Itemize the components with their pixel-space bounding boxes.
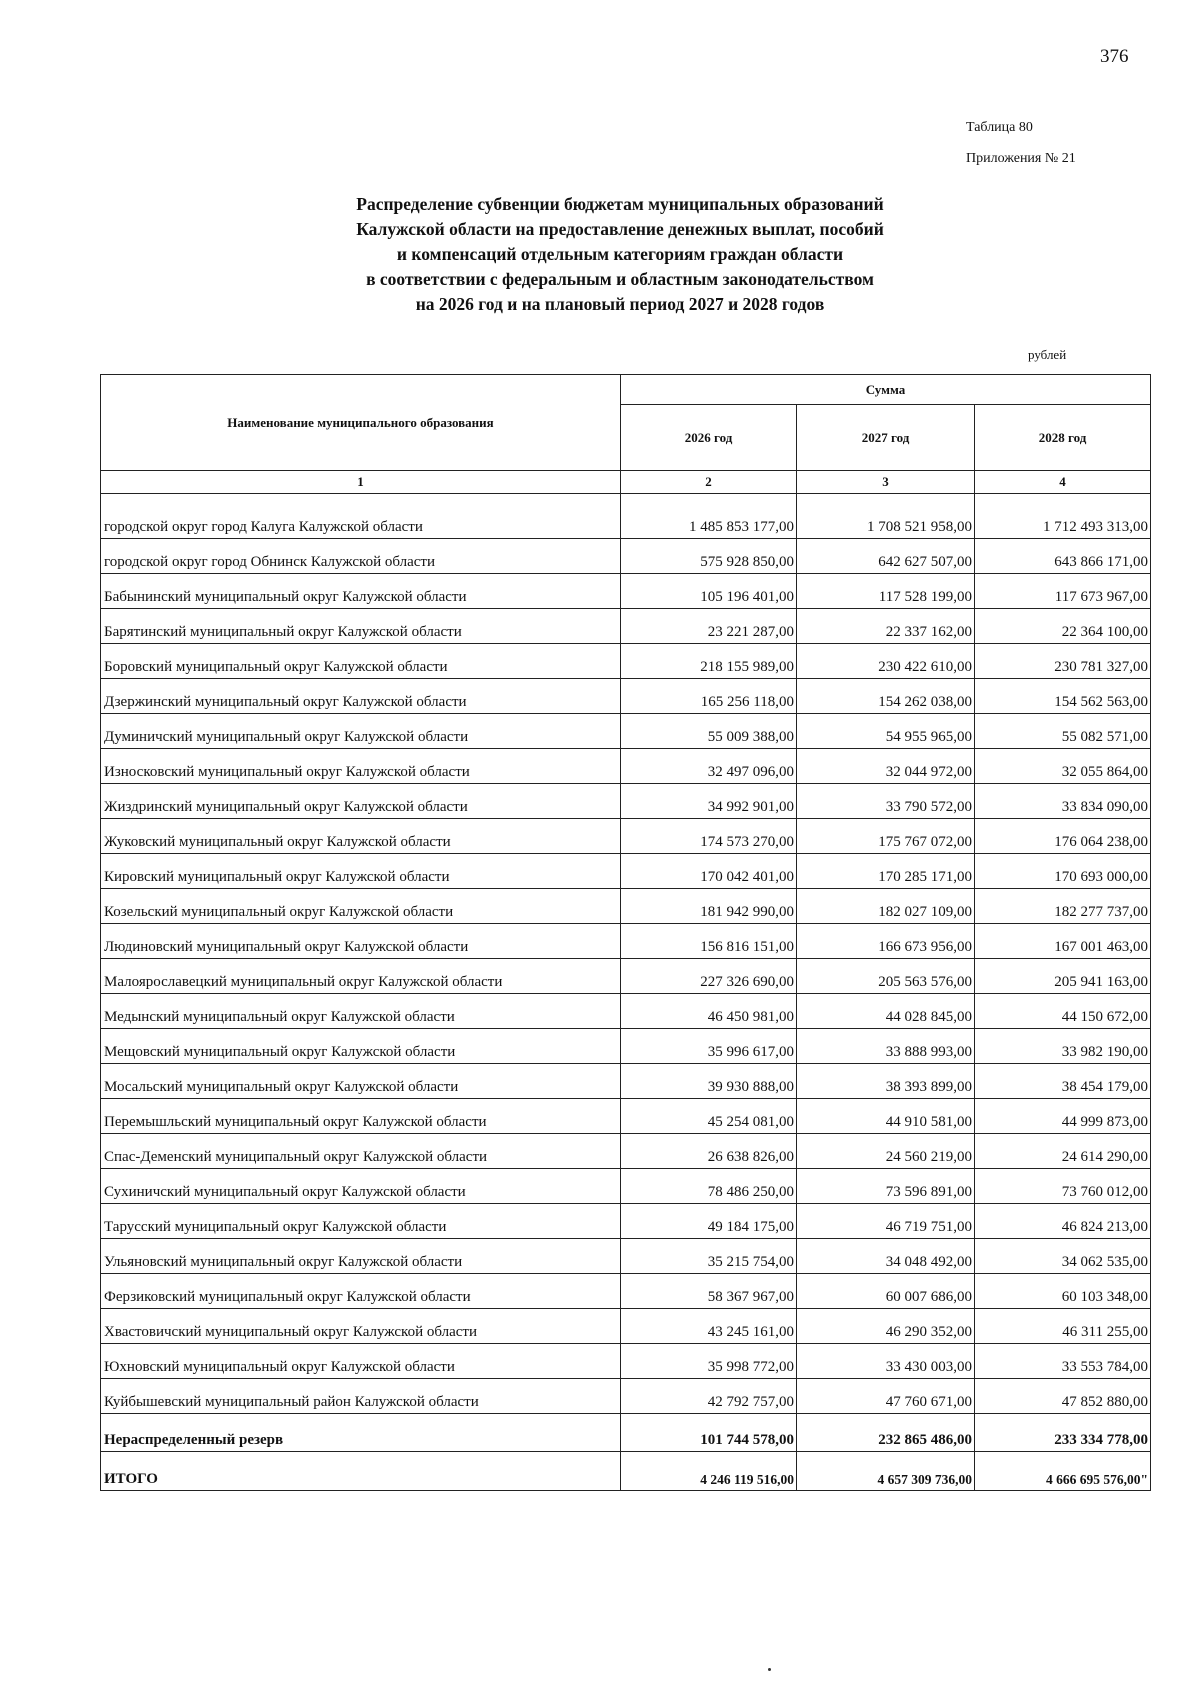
amount-2027: 54 955 965,00 [797,714,975,749]
units-label: рублей [1028,347,1067,362]
distribution-table [100,374,1151,1491]
document-title [230,192,1010,317]
amount-2026: 55 009 388,00 [621,714,797,749]
amount-2026: 43 245 161,00 [621,1309,797,1344]
amount-2027: 33 790 572,00 [797,784,975,819]
amount-2028: 205 941 163,00 [975,959,1151,994]
column-number: 3 [797,471,975,494]
total-row [101,1452,1151,1491]
municipality-name: городской округ город Обнинск Калужской области [101,539,621,574]
table-row [101,1134,1151,1169]
title-line: и компенсаций отдельным категориям граждан области [396,244,844,264]
amount-2026: 58 367 967,00 [621,1274,797,1309]
municipality-name: Мещовский муниципальный округ Калужской области [101,1029,621,1064]
amount-2026: 39 930 888,00 [621,1064,797,1099]
municipality-name: Бабынинский муниципальный округ Калужской области [101,574,621,609]
table-row [101,1239,1151,1274]
amount-2026: 23 221 287,00 [621,609,797,644]
amount-2027: 33 888 993,00 [797,1029,975,1064]
amount-2026: 4 246 119 516,00 [621,1452,797,1491]
amount-2027: 166 673 956,00 [797,924,975,959]
amount-2026: 42 792 757,00 [621,1379,797,1414]
amount-2027: 154 262 038,00 [797,679,975,714]
amount-2026: 105 196 401,00 [621,574,797,609]
amount-2026: 34 992 901,00 [621,784,797,819]
municipality-name: Износковский муниципальный округ Калужской области [101,749,621,784]
title-line: на 2026 год и на плановый период 2027 и 2028 годов [415,294,825,314]
amount-2028: 117 673 967,00 [975,574,1151,609]
amount-2026: 181 942 990,00 [621,889,797,924]
table-row [101,819,1151,854]
municipality-name: Боровский муниципальный округ Калужской области [101,644,621,679]
page-number: 376 [1100,46,1129,67]
table-row [101,959,1151,994]
municipality-name: Жуковский муниципальный округ Калужской области [101,819,621,854]
amount-2026: 49 184 175,00 [621,1204,797,1239]
amount-2027: 117 528 199,00 [797,574,975,609]
table-body [101,375,1151,1491]
municipality-name: ИТОГО [101,1452,621,1491]
header-sum-group: Сумма [621,375,1151,405]
table-row [101,1064,1151,1099]
municipality-name: Тарусский муниципальный округ Калужской области [101,1204,621,1239]
amount-2027: 38 393 899,00 [797,1064,975,1099]
municipality-name: Козельский муниципальный округ Калужской области [101,889,621,924]
amount-2027: 34 048 492,00 [797,1239,975,1274]
municipality-name: Жиздринский муниципальный округ Калужской области [101,784,621,819]
amount-2028: 73 760 012,00 [975,1169,1151,1204]
stray-mark [768,1668,771,1671]
amount-2026: 35 996 617,00 [621,1029,797,1064]
amount-2026: 101 744 578,00 [621,1414,797,1452]
header-row [101,375,1151,405]
table-row [101,994,1151,1029]
municipality-name: Перемышльский муниципальный округ Калужской области [101,1099,621,1134]
municipality-name: Хвастовичский муниципальный округ Калужской области [101,1309,621,1344]
amount-2028: 233 334 778,00 [975,1414,1151,1452]
table-row [101,644,1151,679]
municipality-name: Думиничский муниципальный округ Калужской области [101,714,621,749]
amount-2027: 232 865 486,00 [797,1414,975,1452]
amount-2028: 33 553 784,00 [975,1344,1151,1379]
amount-2028: 182 277 737,00 [975,889,1151,924]
amount-2027: 33 430 003,00 [797,1344,975,1379]
amount-2028: 643 866 171,00 [975,539,1151,574]
header-name-column: Наименование муниципального образования [101,375,621,471]
amount-2028: 60 103 348,00 [975,1274,1151,1309]
amount-2028: 33 834 090,00 [975,784,1151,819]
amount-2028: 24 614 290,00 [975,1134,1151,1169]
table-row [101,574,1151,609]
amount-2028: 33 982 190,00 [975,1029,1151,1064]
amount-2028: 22 364 100,00 [975,609,1151,644]
municipality-name: Сухиничский муниципальный округ Калужской области [101,1169,621,1204]
amount-2028: 1 712 493 313,00 [975,494,1151,539]
amount-2027: 230 422 610,00 [797,644,975,679]
amount-2028: 167 001 463,00 [975,924,1151,959]
amount-2026: 46 450 981,00 [621,994,797,1029]
header-year-2028: 2028 год [975,405,1151,471]
amount-2026: 26 638 826,00 [621,1134,797,1169]
amount-2027: 1 708 521 958,00 [797,494,975,539]
table-row [101,1099,1151,1134]
municipality-name: Ульяновский муниципальный округ Калужской области [101,1239,621,1274]
table-row [101,1274,1151,1309]
amount-2027: 22 337 162,00 [797,609,975,644]
table-row [101,494,1151,539]
table-row [101,749,1151,784]
amount-2028: 34 062 535,00 [975,1239,1151,1274]
municipality-name: Куйбышевский муниципальный район Калужской области [101,1379,621,1414]
column-number-row [101,471,1151,494]
header-year-2026: 2026 год [621,405,797,471]
municipality-name: Малоярославецкий муниципальный округ Калужской области [101,959,621,994]
amount-2026: 45 254 081,00 [621,1099,797,1134]
table-row [101,714,1151,749]
municipality-name: Мосальский муниципальный округ Калужской области [101,1064,621,1099]
amount-2027: 4 657 309 736,00 [797,1452,975,1491]
table-row [101,854,1151,889]
municipality-name: Юхновский муниципальный округ Калужской области [101,1344,621,1379]
amount-2028: 170 693 000,00 [975,854,1151,889]
amount-2028: 176 064 238,00 [975,819,1151,854]
column-number: 1 [101,471,621,494]
table-row [101,679,1151,714]
amount-2027: 46 719 751,00 [797,1204,975,1239]
amount-2027: 44 028 845,00 [797,994,975,1029]
amount-2026: 78 486 250,00 [621,1169,797,1204]
reserve-row [101,1414,1151,1452]
amount-2026: 156 816 151,00 [621,924,797,959]
municipality-name: Медынский муниципальный округ Калужской области [101,994,621,1029]
title-line: в соответствии с федеральным и областным законодательством [366,269,874,289]
amount-2028: 4 666 695 576,00" [975,1452,1151,1491]
amount-2028: 55 082 571,00 [975,714,1151,749]
amount-2026: 35 215 754,00 [621,1239,797,1274]
amount-2027: 47 760 671,00 [797,1379,975,1414]
header-year-2027: 2027 год [797,405,975,471]
municipality-name: Барятинский муниципальный округ Калужской области [101,609,621,644]
amount-2028: 38 454 179,00 [975,1064,1151,1099]
amount-2027: 44 910 581,00 [797,1099,975,1134]
amount-2028: 230 781 327,00 [975,644,1151,679]
amount-2028: 32 055 864,00 [975,749,1151,784]
amount-2027: 32 044 972,00 [797,749,975,784]
amount-2027: 24 560 219,00 [797,1134,975,1169]
appendix-reference: Приложения № 21 [966,151,1076,166]
table-row [101,1379,1151,1414]
amount-2026: 35 998 772,00 [621,1344,797,1379]
municipality-name: Спас-Деменский муниципальный округ Калужской области [101,1134,621,1169]
amount-2026: 174 573 270,00 [621,819,797,854]
table-row [101,784,1151,819]
municipality-name: Дзержинский муниципальный округ Калужской области [101,679,621,714]
table-row [101,1029,1151,1064]
table-row [101,889,1151,924]
table-row [101,1169,1151,1204]
amount-2028: 46 311 255,00 [975,1309,1151,1344]
amount-2026: 165 256 118,00 [621,679,797,714]
amount-2026: 1 485 853 177,00 [621,494,797,539]
municipality-name: городской округ город Калуга Калужской области [101,494,621,539]
amount-2027: 182 027 109,00 [797,889,975,924]
amount-2026: 227 326 690,00 [621,959,797,994]
table-row [101,539,1151,574]
amount-2028: 44 150 672,00 [975,994,1151,1029]
table-reference: Таблица 80 [966,120,1033,135]
table-row [101,924,1151,959]
amount-2028: 46 824 213,00 [975,1204,1151,1239]
amount-2026: 170 042 401,00 [621,854,797,889]
municipality-name: Кировский муниципальный округ Калужской области [101,854,621,889]
column-number: 2 [621,471,797,494]
amount-2027: 175 767 072,00 [797,819,975,854]
amount-2026: 218 155 989,00 [621,644,797,679]
amount-2027: 73 596 891,00 [797,1169,975,1204]
table-row [101,1344,1151,1379]
table-row [101,609,1151,644]
amount-2026: 32 497 096,00 [621,749,797,784]
municipality-name: Нераспределенный резерв [101,1414,621,1452]
title-line: Калужской области на предоставление денежных выплат, пособий [356,219,884,239]
amount-2027: 46 290 352,00 [797,1309,975,1344]
amount-2027: 60 007 686,00 [797,1274,975,1309]
amount-2027: 642 627 507,00 [797,539,975,574]
amount-2028: 44 999 873,00 [975,1099,1151,1134]
amount-2026: 575 928 850,00 [621,539,797,574]
table-row [101,1309,1151,1344]
amount-2027: 170 285 171,00 [797,854,975,889]
municipality-name: Людиновский муниципальный округ Калужской области [101,924,621,959]
amount-2028: 154 562 563,00 [975,679,1151,714]
table-row [101,1204,1151,1239]
title-line: Распределение субвенции бюджетам муниципальных образований [356,194,884,214]
municipality-name: Ферзиковский муниципальный округ Калужской области [101,1274,621,1309]
amount-2027: 205 563 576,00 [797,959,975,994]
amount-2028: 47 852 880,00 [975,1379,1151,1414]
column-number: 4 [975,471,1151,494]
